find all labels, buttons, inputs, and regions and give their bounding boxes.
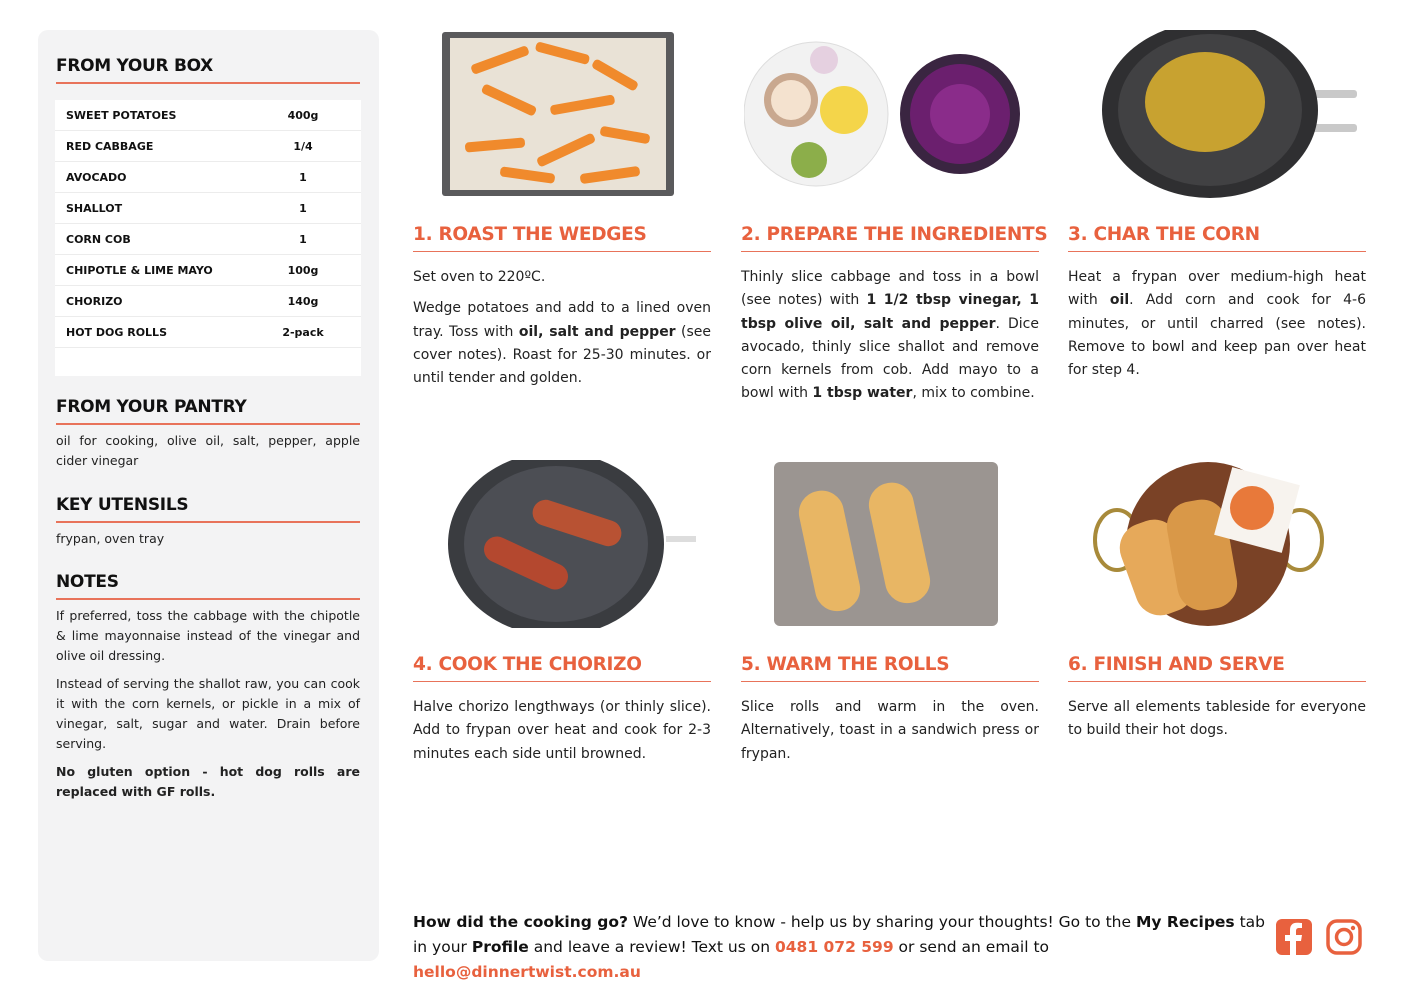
- box-item-row: [55, 255, 361, 286]
- step-4-image: [446, 460, 704, 628]
- step-5-title: 5. WARM THE ROLLS: [741, 654, 1039, 682]
- pantry-heading: FROM YOUR PANTRY: [56, 397, 360, 425]
- box-item-row: [55, 224, 361, 255]
- step-paragraph: Slice rolls and warm in the oven. Alternatively, toast in a sandwich press or frypan.: [741, 699, 1039, 762]
- step-paragraph: Wedge potatoes and add to a lined oven tray. Toss with oil, salt and pepper (see cover notes). Roast for 25-30 minutes. or until tender and golden.: [413, 300, 711, 387]
- box-item-row: [55, 286, 361, 317]
- step-1-image: [440, 30, 676, 198]
- step-paragraph: Thinly slice cabbage and toss in a bowl (see notes) with 1 1/2 tbsp vinegar, 1 tbsp olive oil, salt and pepper. Dice avocado, thinly slice shallot and remove corn kernels from cob. Add mayo to a bowl with 1 tbsp water, mix to combine.: [741, 269, 1039, 402]
- instagram-icon[interactable]: [1325, 918, 1363, 956]
- box-item-row: [55, 193, 361, 224]
- box-item-name: SHALLOT: [66, 201, 123, 215]
- step-paragraph: Set oven to 220ºC.: [413, 269, 546, 285]
- box-item-row: [55, 317, 361, 348]
- box-item-qty: 1: [299, 170, 307, 184]
- step-paragraph: Halve chorizo lengthways (or thinly slice). Add to frypan over heat and cook for 2-3 minutes each side until browned.: [413, 699, 711, 762]
- box-item-qty: 2-pack: [282, 325, 324, 339]
- step-1-text: [413, 266, 711, 398]
- step-1-title: 1. ROAST THE WEDGES: [413, 224, 711, 252]
- box-item-qty: 1: [299, 201, 307, 215]
- step-3-text: [1068, 266, 1366, 390]
- facebook-icon[interactable]: [1275, 918, 1313, 956]
- step-5-text: [741, 696, 1039, 774]
- box-item-qty: 140g: [287, 294, 319, 308]
- box-item-qty: 400g: [287, 108, 319, 122]
- box-item-name: CHIPOTLE & LIME MAYO: [66, 263, 213, 277]
- note-2: Instead of serving the shallot raw, you can cook it with the corn kernels, or pickle in a mix of vinegar, salt, sugar and water. Drain before serving.: [56, 676, 360, 751]
- step-3-image: [1095, 30, 1357, 198]
- box-item-qty: 100g: [287, 263, 319, 277]
- step-4-text: [413, 696, 711, 774]
- box-item-name: HOT DOG ROLLS: [66, 325, 167, 339]
- box-item-name: RED CABBAGE: [66, 139, 154, 153]
- box-item-name: AVOCADO: [66, 170, 127, 184]
- step-4-title: 4. COOK THE CHORIZO: [413, 654, 711, 682]
- box-item-row: [55, 162, 361, 193]
- review-footer: How did the cooking go? We’d love to know - help us by sharing your thoughts! Go to the My Recipes tab in your Profile and leave a review! Text us on 0481 072 599 or send an email to hello@dinnertwist.com.au: [413, 913, 1266, 981]
- box-item-qty: 1/4: [293, 139, 313, 153]
- step-5-image: [772, 460, 1000, 628]
- step-6-image: [1092, 460, 1324, 628]
- note-gluten: No gluten option - hot dog rolls are replaced with GF rolls.: [56, 764, 360, 799]
- box-item-row: [55, 100, 361, 131]
- ingredients-sidebar: [38, 30, 379, 961]
- step-2-text: [741, 266, 1039, 414]
- pantry-text: oil for cooking, olive oil, salt, pepper, apple cider vinegar: [56, 433, 360, 468]
- step-2-title: 2. PREPARE THE INGREDIENTS: [741, 224, 1039, 252]
- box-item-name: SWEET POTATOES: [66, 108, 177, 122]
- phone-link[interactable]: 0481 072 599: [774, 938, 894, 956]
- step-paragraph: Serve all elements tableside for everyone to build their hot dogs.: [1068, 699, 1366, 739]
- step-3-title: 3. CHAR THE CORN: [1068, 224, 1366, 252]
- box-item-name: CORN COB: [66, 232, 131, 246]
- box-item-qty: 1: [299, 232, 307, 246]
- step-6-text: [1068, 696, 1366, 751]
- step-6-title: 6. FINISH AND SERVE: [1068, 654, 1366, 682]
- box-item-name: CHORIZO: [66, 294, 123, 308]
- box-item-row: [55, 131, 361, 162]
- step-2-image: [744, 30, 1028, 198]
- note-1: If preferred, toss the cabbage with the chipotle & lime mayonnaise instead of the vinegar and olive oil dressing.: [56, 608, 360, 663]
- notes-heading: NOTES: [56, 572, 360, 600]
- notes-text: [56, 606, 360, 810]
- utensils-heading: KEY UTENSILS: [56, 495, 360, 523]
- email-link[interactable]: hello@dinnertwist.com.au: [413, 963, 641, 981]
- box-ingredients-table: [55, 100, 361, 376]
- utensils-text: frypan, oven tray: [56, 531, 165, 546]
- step-paragraph: Heat a frypan over medium-high heat with oil. Add corn and cook for 4-6 minutes, or until charred (see notes). Remove to bowl and keep pan over heat for step 4.: [1068, 269, 1366, 379]
- box-heading: FROM YOUR BOX: [56, 56, 360, 84]
